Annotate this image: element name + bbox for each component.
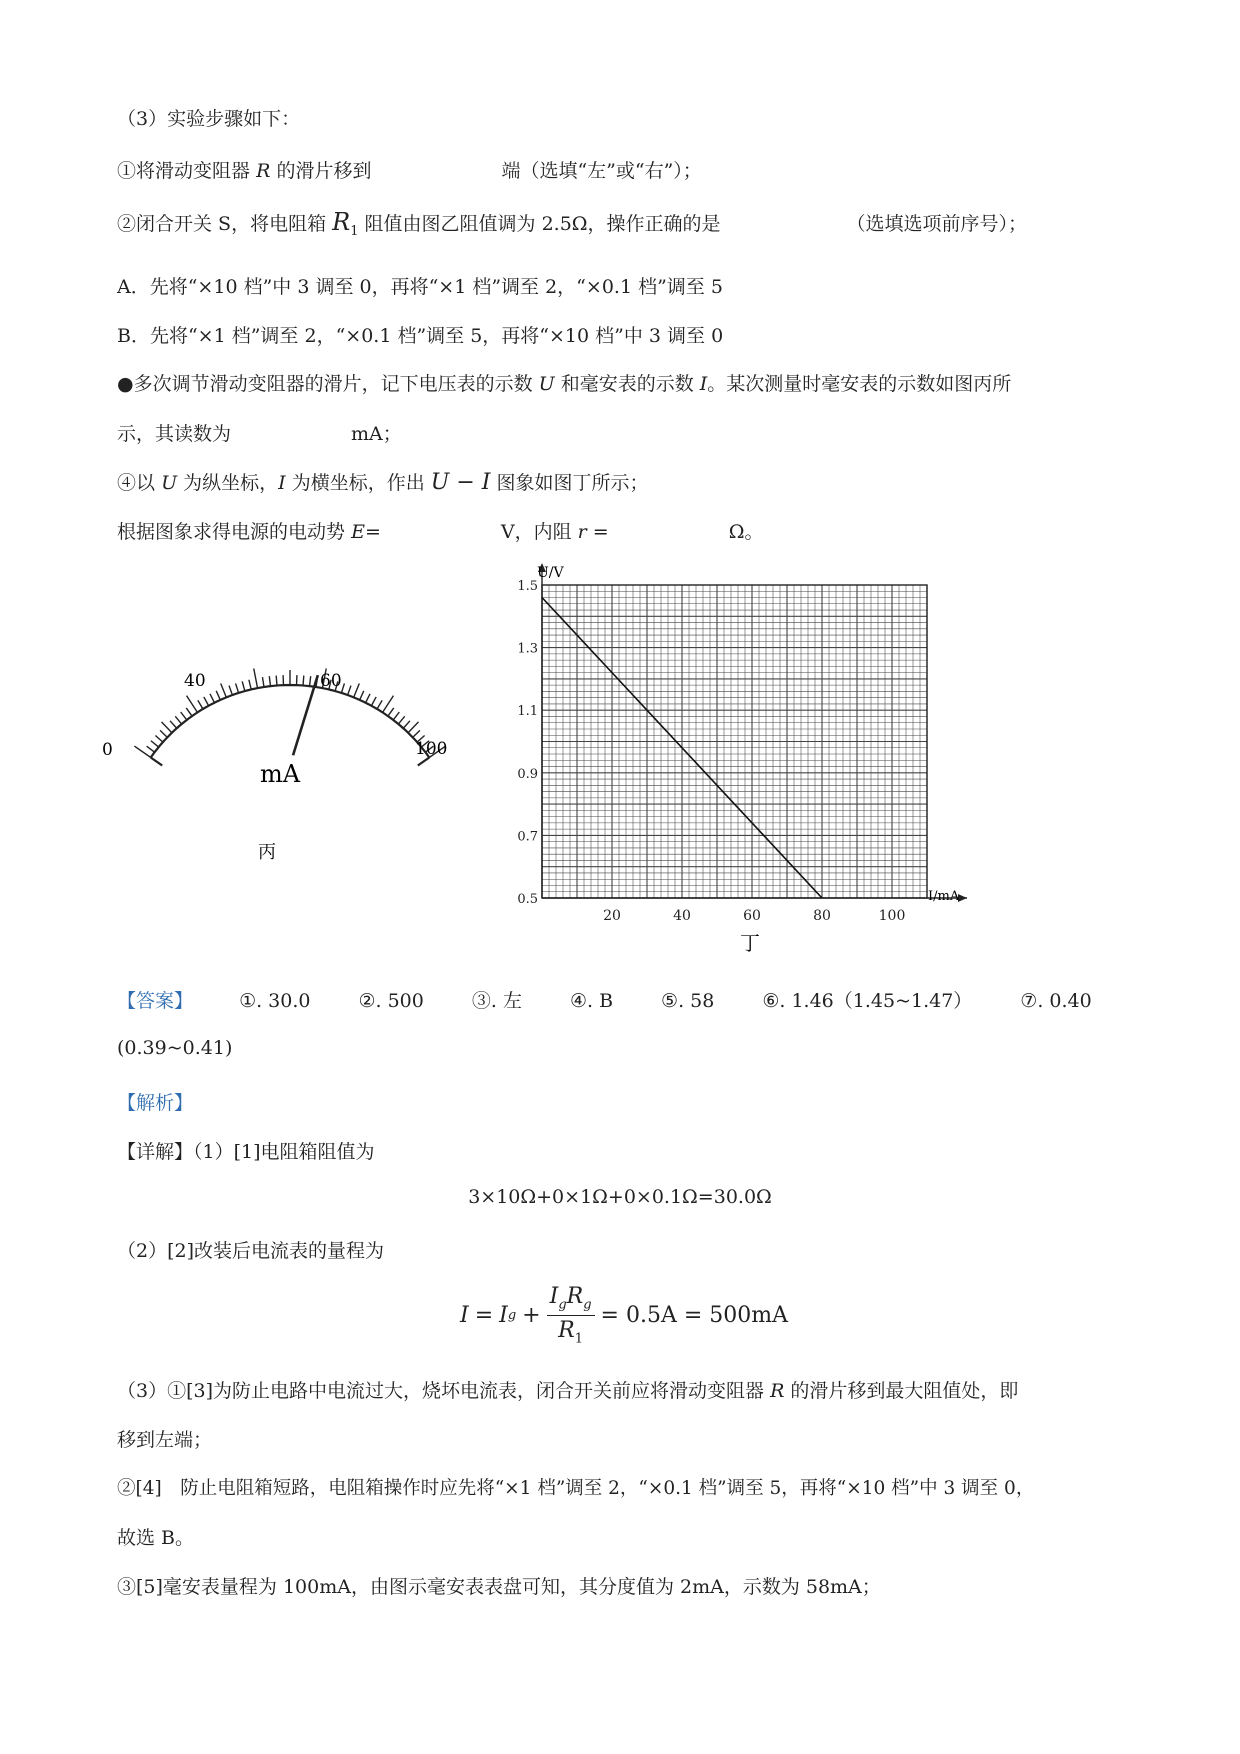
meter-tick [221, 683, 227, 697]
step3-heading: （3）实验步骤如下： [117, 108, 301, 130]
eq2-num-r: R [566, 1284, 584, 1310]
step3-l1b: 和毫安表的示数 [560, 373, 694, 395]
answer-item: ①. 30.0 [239, 990, 311, 1012]
step2-line [117, 208, 1027, 239]
x-tick-label: 20 [603, 908, 621, 924]
detail-tag: 【详解】 [117, 1141, 194, 1163]
step4-c: 为横坐标，作出 [291, 472, 425, 494]
step3-bullet: ● [117, 373, 134, 395]
eq2-lhs: I [460, 1302, 469, 1328]
meter-tick [403, 721, 410, 728]
graph-ticks [517, 579, 905, 924]
answer-continuation: (0.39~0.41) [117, 1037, 233, 1059]
emf-a: 根据图象求得电源的电动势 [117, 521, 346, 543]
eq2-fraction [547, 1284, 595, 1346]
step4-d: 图象如图丁所示； [496, 472, 649, 494]
eq2-rhs: = 0.5A = 500mA [600, 1302, 789, 1328]
meter-tick [310, 676, 311, 686]
analysis-tag: 【解析】 [117, 1092, 194, 1114]
x-tick-label: 40 [673, 908, 691, 924]
meter-tick [236, 683, 239, 693]
answer-item: ②. 500 [358, 990, 424, 1012]
meter-label-0: 0 [102, 740, 113, 760]
option-b: B．先将“×1 档”调至 2，“×0.1 档”调至 5，再将“×10 档”中 3 调至 0 [117, 325, 724, 347]
emf-var-r: r [577, 521, 587, 543]
equation-1: 3×10Ω+0×1Ω+0×0.1Ω=30.0Ω [468, 1186, 772, 1208]
step3-l2a: 示，其读数为 [117, 423, 232, 445]
option-a: A．先将“×10 档”中 3 调至 0，再将“×1 档”调至 2，“×0.1 档”调至 5 [117, 276, 723, 298]
graph-caption: 丁 [740, 931, 760, 955]
meter-tick [341, 683, 344, 693]
meter-tick [393, 712, 399, 720]
meter-tick [276, 676, 277, 686]
step3-l1a: 多次调节滑动变阻器的滑片，记下电压表的示数 [133, 373, 533, 395]
step4-circle: ④ [117, 472, 137, 494]
part2-line: （2）[2]改装后电流表的量程为 [117, 1240, 385, 1262]
eq2-numerator [547, 1284, 595, 1315]
detail-text: （1）[1]电阻箱阻值为 [193, 1141, 375, 1163]
meter-tick [210, 694, 214, 703]
u-i-graph [500, 555, 990, 955]
graph-grid [538, 563, 967, 902]
step4-formula: U − I [430, 470, 491, 495]
meter-tick [413, 730, 420, 737]
step2-after: （选填选项前序号）； [846, 213, 1028, 235]
meter-tick [262, 677, 264, 687]
step1-line [117, 156, 702, 183]
meter-tick [161, 722, 171, 733]
emf-b: = [364, 521, 381, 543]
meter-tick [216, 691, 220, 700]
meter-tick [360, 691, 364, 700]
step3-l1c: 。某次测量时毫安表的示数如图丙所 [707, 373, 1012, 395]
meter-tick [348, 686, 351, 695]
milliammeter-figure [100, 640, 480, 880]
meter-tick [160, 730, 167, 737]
step4-line [117, 468, 649, 495]
part3-line2: 移到左端； [117, 1429, 213, 1451]
meter-end-cap [151, 757, 162, 765]
meter-tick [371, 697, 376, 706]
step3-line2 [117, 419, 402, 446]
y-tick-label: 0.5 [517, 892, 538, 907]
meter-tick [170, 721, 177, 728]
step4-var-u: U [161, 472, 178, 494]
step4-b: 为纵坐标， [183, 472, 279, 494]
meter-tick [388, 708, 394, 716]
answer-tag: 【答案】 [117, 990, 194, 1012]
meter-tick [155, 735, 162, 742]
step3-l2b: mA； [351, 423, 402, 445]
x-tick-label: 100 [878, 908, 906, 924]
emf-d: = [592, 521, 609, 543]
answer-item: ⑦. 0.40 [1020, 990, 1092, 1012]
graph-ylabel: U/V [537, 565, 564, 581]
meter-needle [293, 675, 318, 755]
meter-tick [181, 712, 187, 720]
part3-l1: （3）①[3]为防止电路中电流过大，烧坏电流表，闭合开关前应将滑动变阻器 [117, 1380, 765, 1402]
step1-after: 端（选填“左”或“右”）； [501, 160, 702, 182]
eq2-eq: = [474, 1302, 494, 1328]
meter-tick [151, 741, 159, 747]
meter-tick [249, 680, 251, 690]
graph-xlabel: I/mA [928, 889, 960, 904]
step1-var: R [256, 160, 271, 182]
eq2-den-sub: 1 [574, 1330, 583, 1346]
meter-tick [354, 683, 360, 697]
answer-item: ③. 左 [471, 990, 522, 1012]
answer-item: ⑥. 1.46（1.45~1.47） [762, 990, 973, 1012]
detail-line [117, 1137, 375, 1164]
meter-caption: 丙 [258, 842, 276, 863]
eq2-den-r: R [558, 1317, 575, 1343]
emf-c: V，内阻 [500, 521, 572, 543]
eq2-ig-sub: g [507, 1307, 517, 1323]
meter-tick [269, 676, 270, 686]
step2-circle: ② [117, 213, 137, 235]
step2-middle: 阻值由图乙阻值调为 2.5Ω，操作正确的是 [364, 213, 721, 235]
emf-e: Ω。 [728, 521, 764, 543]
x-axis-arrow [958, 894, 967, 902]
step1-circle: ① [117, 160, 137, 182]
part3-l1b: 的滑片移到最大阻值处，即 [790, 1380, 1019, 1402]
step4-a: 以 [136, 472, 156, 494]
meter-label-40: 40 [184, 671, 206, 691]
meter-tick [147, 746, 155, 752]
part3-line1 [117, 1376, 1018, 1403]
answer-items [199, 990, 1092, 1012]
eq2-num-i: I [549, 1284, 559, 1310]
meter-tick [254, 668, 258, 688]
y-tick-label: 0.9 [517, 766, 538, 782]
emf-line [117, 517, 763, 544]
meter-dial [134, 668, 448, 765]
meter-tick [408, 722, 418, 733]
y-tick-label: 1.5 [517, 579, 538, 594]
step3-line1 [117, 369, 1011, 396]
emf-var-e: E [351, 521, 365, 543]
x-tick-label: 80 [813, 908, 831, 924]
step1-middle: 的滑片移到 [276, 160, 372, 182]
step2-before: 闭合开关 S，将电阻箱 [136, 213, 327, 235]
meter-label-60: 60 [320, 671, 342, 691]
eq2-num-r-sub: g [583, 1297, 592, 1313]
step2-sub: 1 [350, 223, 359, 239]
eq2-denominator [558, 1316, 583, 1346]
equation-2 [460, 1280, 788, 1350]
meter-tick [303, 676, 304, 686]
answer-line [117, 986, 1092, 1013]
step2-var: R [332, 208, 351, 236]
y-tick-label: 0.7 [517, 829, 538, 845]
step3-var-i: I [699, 373, 708, 395]
eq2-plus: + [522, 1302, 541, 1328]
meter-tick [398, 716, 404, 724]
answer-item: ⑤. 58 [661, 990, 715, 1012]
meter-tick [242, 681, 245, 691]
step3-var-u: U [538, 373, 555, 395]
part5-line: ③[5]毫安表量程为 100mA，由图示毫安表表盘可知，其分度值为 2mA，示数为 58mA； [117, 1576, 881, 1598]
part4-line2: 故选 B。 [117, 1527, 195, 1549]
meter-tick [175, 716, 181, 724]
eq2-ig: I [499, 1302, 508, 1328]
step4-var-i: I [278, 472, 286, 494]
part3-var: R [770, 1380, 785, 1402]
meter-tick [366, 694, 370, 703]
meter-label-100: 100 [415, 739, 448, 759]
meter-tick [204, 697, 209, 706]
meter-tick [229, 686, 232, 695]
eq2-num-i-sub: g [558, 1297, 567, 1313]
meter-tick [377, 700, 382, 709]
meter-unit: mA [260, 760, 301, 788]
meter-tick [186, 708, 192, 716]
x-tick-label: 60 [743, 908, 761, 924]
part4-line1: ②[4] 防止电阻箱短路，电阻箱操作时应先将“×1 档”调至 2，“×0.1 档”调至 5，再将“×10 档”中 3 调至 0， [117, 1478, 1035, 1499]
meter-arc [151, 685, 430, 758]
y-tick-label: 1.1 [517, 704, 538, 720]
y-tick-label: 1.3 [517, 641, 538, 657]
answer-item: ④. B [569, 990, 614, 1012]
meter-tick [198, 700, 203, 709]
step1-before: 将滑动变阻器 [136, 160, 251, 182]
